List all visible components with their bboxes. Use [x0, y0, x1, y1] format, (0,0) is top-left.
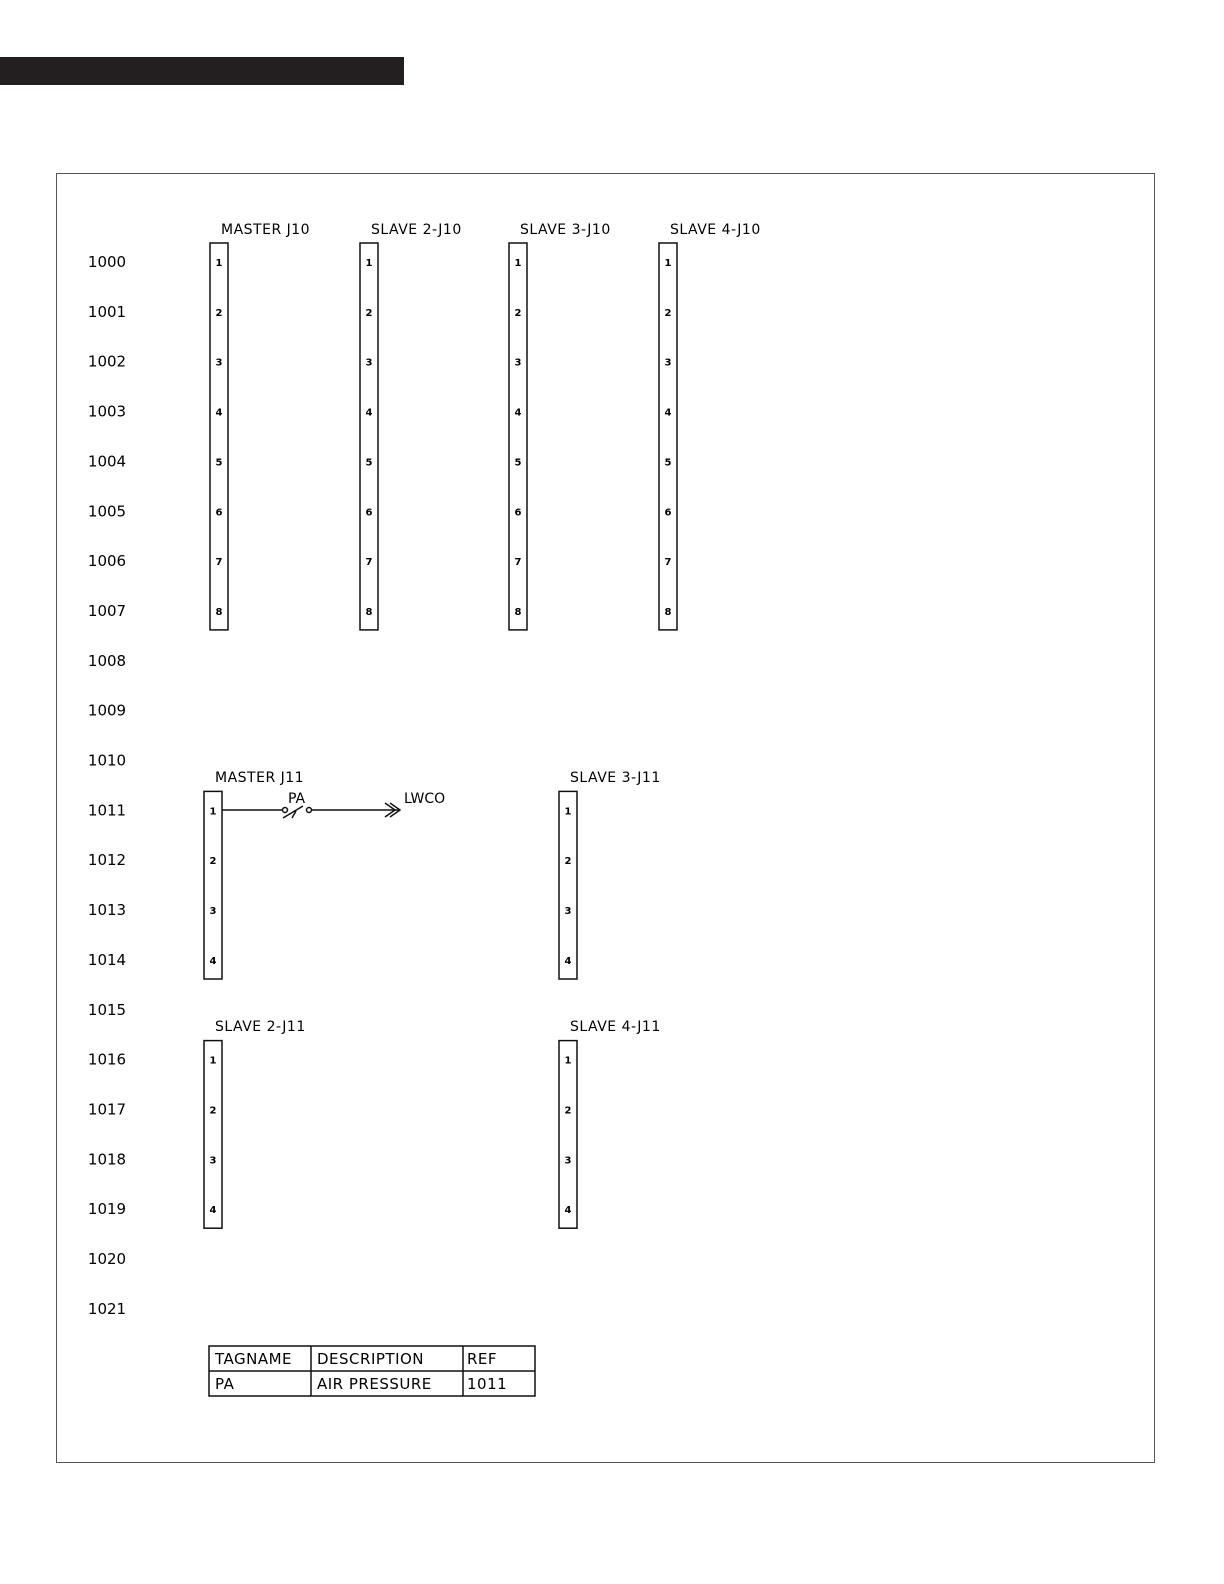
table-cell-tagname: PA — [215, 1375, 235, 1393]
switch-contact-left — [283, 808, 288, 813]
pin-number: 4 — [209, 1205, 217, 1217]
pin-number: 3 — [209, 906, 217, 918]
row-number: 1008 — [87, 651, 127, 670]
pin-number: 8 — [514, 607, 522, 618]
row-number: 1020 — [87, 1250, 127, 1268]
row-number: 1011 — [87, 801, 127, 820]
pin-number: 7 — [514, 557, 522, 569]
pin-number: 6 — [514, 507, 522, 519]
connector-block — [659, 222, 761, 630]
pin-number: 3 — [209, 1155, 217, 1167]
row-number: 1019 — [87, 1200, 127, 1219]
row-reference-numbers — [88, 253, 126, 1318]
row-number: 1002 — [87, 352, 127, 371]
pin-number: 5 — [514, 457, 522, 469]
connector-title: MASTER J10 — [221, 222, 311, 238]
pin-number: 8 — [215, 607, 223, 618]
pin-number: 6 — [664, 507, 672, 519]
row-number: 1009 — [87, 701, 127, 720]
table-header-tagname: TAGNAME — [215, 1350, 293, 1368]
row-number: 1017 — [87, 1100, 127, 1119]
pin-number: 2 — [209, 1105, 217, 1117]
pin-number: 2 — [564, 856, 572, 868]
pin-number: 7 — [215, 557, 223, 569]
row-number: 1000 — [87, 253, 127, 271]
pin-number: 3 — [215, 357, 223, 369]
connector-block — [210, 222, 310, 630]
row-number: 1015 — [87, 1000, 127, 1019]
connector-blocks — [204, 222, 761, 1228]
table-cell-description: AIR PRESSURE — [317, 1375, 432, 1393]
pin-number: 1 — [365, 258, 373, 269]
connector-body — [559, 1041, 577, 1229]
pin-number: 1 — [564, 1055, 572, 1067]
connector-body — [210, 243, 228, 630]
connector-title: SLAVE 3-J11 — [570, 770, 661, 786]
pin-number: 4 — [514, 407, 522, 419]
connector-block — [204, 1019, 306, 1228]
row-number: 1003 — [87, 402, 127, 421]
table-header-ref: REF — [467, 1350, 498, 1368]
pin-number: 2 — [664, 307, 672, 319]
row-number: 1012 — [87, 851, 127, 870]
pin-number: 2 — [209, 856, 217, 868]
pa-circuit — [222, 803, 400, 818]
connector-block — [509, 222, 611, 630]
pin-number: 2 — [564, 1105, 572, 1117]
connector-block — [559, 1019, 661, 1228]
connector-title: SLAVE 2-J10 — [371, 222, 462, 238]
pin-number: 6 — [365, 507, 373, 519]
lwco-label: LWCO — [404, 791, 446, 807]
switch-contact-right — [307, 808, 312, 813]
row-number: 1007 — [87, 602, 127, 620]
table-cell-ref: 1011 — [467, 1375, 508, 1393]
pin-number: 4 — [564, 955, 572, 967]
connector-title: SLAVE 3-J10 — [520, 222, 611, 238]
connector-block — [360, 222, 462, 630]
pin-number: 8 — [365, 607, 373, 618]
pin-number: 2 — [215, 307, 223, 319]
row-number: 1014 — [87, 950, 127, 969]
connector-body — [360, 243, 378, 630]
connector-title: SLAVE 4-J11 — [570, 1019, 661, 1035]
pin-number: 1 — [209, 1055, 217, 1067]
row-number: 1018 — [87, 1150, 127, 1169]
pin-number: 4 — [215, 407, 223, 419]
pin-number: 5 — [365, 457, 373, 469]
pin-number: 6 — [215, 507, 223, 519]
row-number: 1013 — [87, 901, 127, 920]
pin-number: 5 — [664, 457, 672, 469]
pin-number: 1 — [209, 806, 217, 818]
connector-title: SLAVE 2-J11 — [215, 1019, 306, 1035]
connector-body — [509, 243, 527, 630]
pin-number: 3 — [664, 357, 672, 369]
connector-body — [559, 791, 577, 979]
pin-number: 4 — [564, 1205, 572, 1217]
connector-body — [204, 791, 222, 979]
connector-block — [559, 770, 661, 979]
connector-title: SLAVE 4-J10 — [670, 222, 761, 238]
pin-number: 1 — [514, 258, 522, 269]
row-number: 1005 — [87, 502, 127, 521]
row-number: 1010 — [87, 751, 127, 770]
connector-title: MASTER J11 — [215, 770, 305, 786]
connector-body — [204, 1041, 222, 1229]
row-number: 1006 — [87, 552, 127, 571]
switch-tag-label: PA — [288, 791, 306, 807]
pin-number: 4 — [664, 407, 672, 419]
row-number: 1001 — [87, 302, 127, 321]
pin-number: 7 — [664, 557, 672, 569]
pin-number: 3 — [514, 357, 522, 369]
pin-number: 5 — [215, 457, 223, 469]
pin-number: 7 — [365, 557, 373, 569]
row-number: 1004 — [87, 452, 127, 471]
pin-number: 1 — [564, 806, 572, 818]
pin-number: 1 — [215, 258, 223, 269]
pin-number: 2 — [365, 307, 373, 319]
pin-number: 3 — [564, 1155, 572, 1167]
pin-number: 2 — [514, 307, 522, 319]
row-number: 1021 — [87, 1299, 127, 1318]
pin-number: 8 — [664, 607, 672, 618]
row-number: 1016 — [87, 1050, 127, 1069]
table-header-description: DESCRIPTION — [317, 1350, 425, 1368]
pin-number: 1 — [664, 258, 672, 269]
pin-number: 3 — [564, 906, 572, 918]
connector-body — [659, 243, 677, 630]
pin-number: 4 — [209, 955, 217, 967]
pin-number: 4 — [365, 407, 373, 419]
pin-number: 3 — [365, 357, 373, 369]
